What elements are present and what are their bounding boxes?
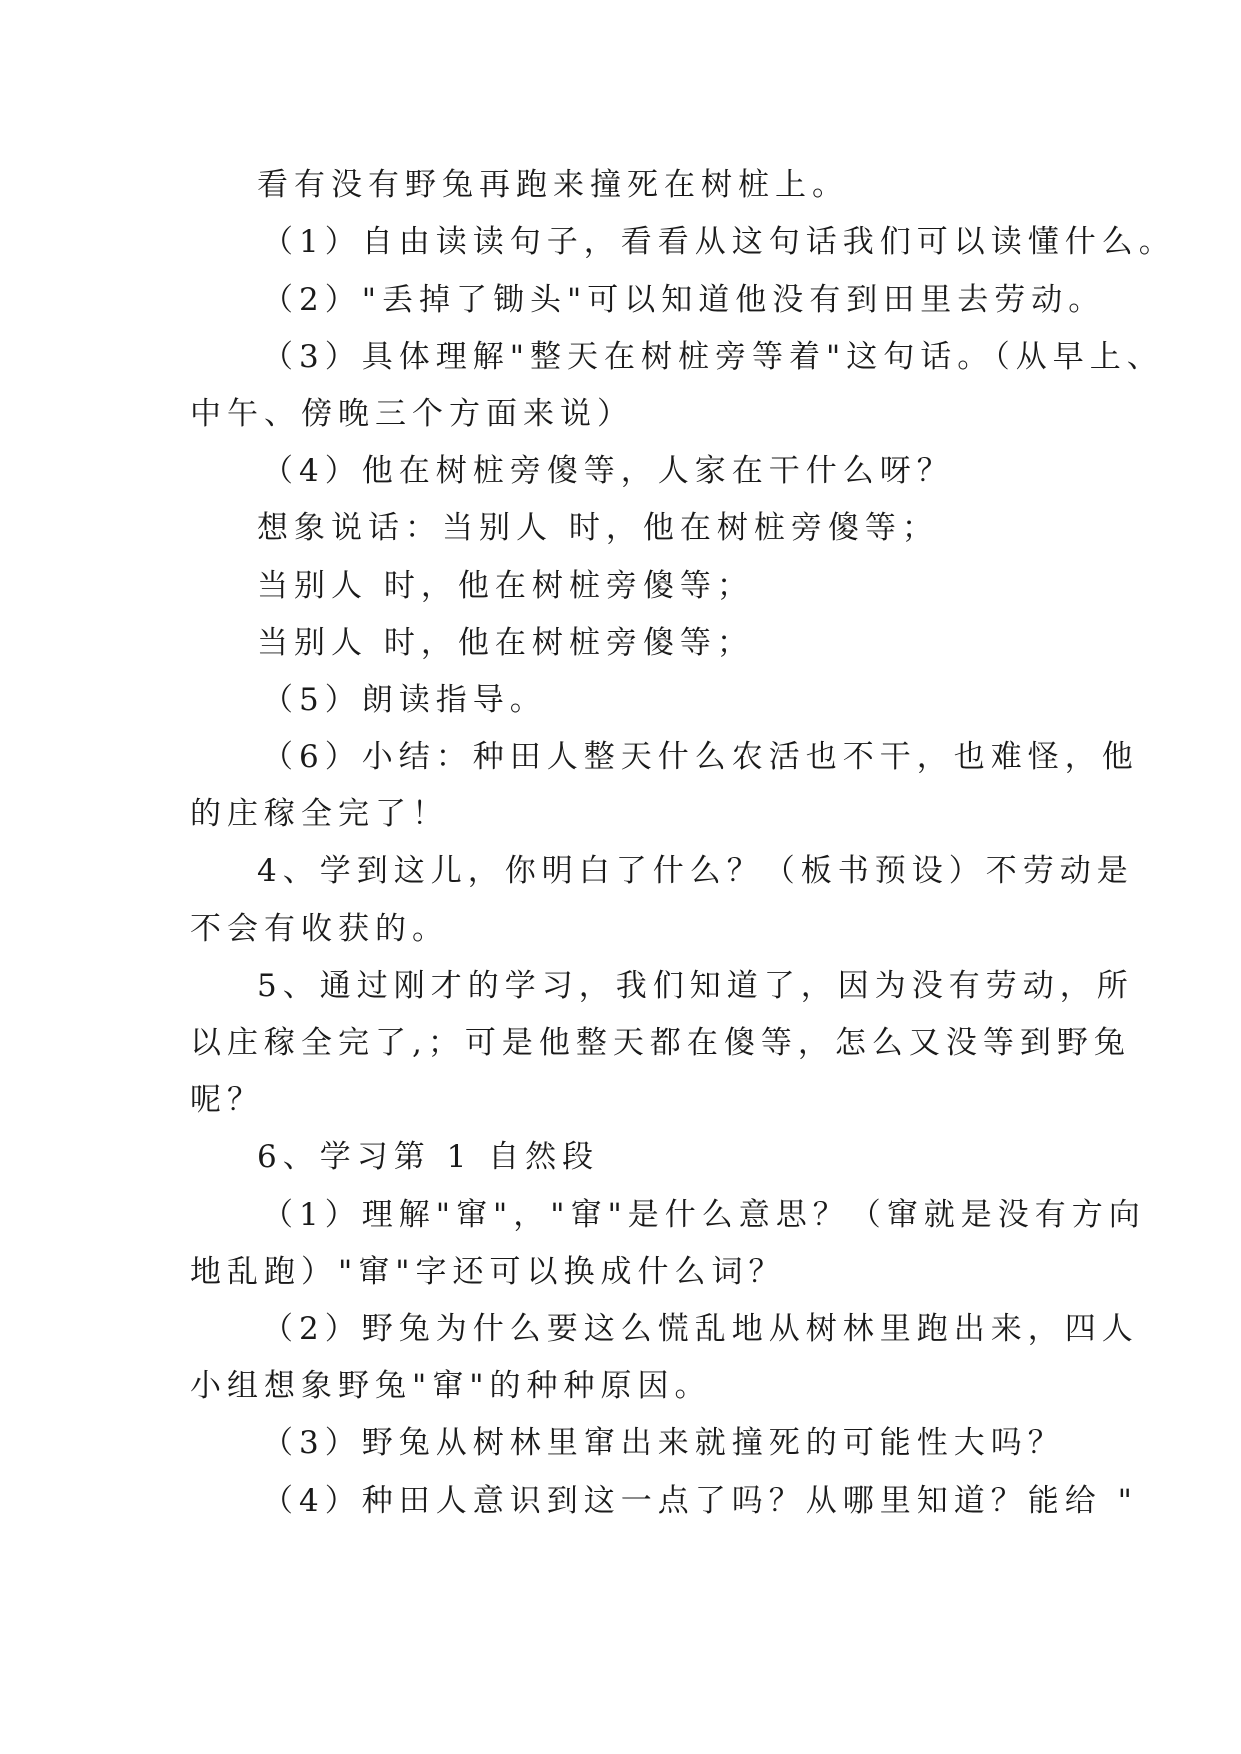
text-line: 想象说话：当别人 时，他在树桩旁傻等； xyxy=(257,510,939,546)
text-line: （1）理解"窜"，"窜"是什么意思？（窜就是没有方向 xyxy=(262,1197,1146,1233)
text-line: （3）野兔从树林里窜出来就撞死的可能性大吗？ xyxy=(262,1425,1065,1461)
text-line: （6）小结：种田人整天什么农活也不干，也难怪，他 xyxy=(262,739,1139,775)
text-line: 地乱跑）"窜"字还可以换成什么词？ xyxy=(190,1254,786,1290)
text-line: （2）野兔为什么要这么慌乱地从树林里跑出来，四人 xyxy=(262,1311,1139,1347)
text-line: 4、学到这儿，你明白了什么？（板书预设）不劳动是 xyxy=(257,853,1134,889)
text-line: 当别人 时，他在树桩旁傻等； xyxy=(257,568,754,604)
text-line: （3）具体理解"整天在树桩旁等着"这句话。（从早上、 xyxy=(262,339,1164,375)
text-line: 呢？ xyxy=(190,1082,264,1118)
text-line: 中午、傍晚三个方面来说） xyxy=(190,396,634,432)
text-line: （2）"丢掉了锄头"可以知道他没有到田里去劳动。 xyxy=(262,282,1106,318)
text-line: （1）自由读读句子，看看从这句话我们可以读懂什么。 xyxy=(262,224,1176,260)
text-line: （5）朗读指导。 xyxy=(262,682,547,718)
text-line: 以庄稼全完了,；可是他整天都在傻等，怎么又没等到野兔 xyxy=(190,1025,1131,1061)
text-line: （4）他在树桩旁傻等，人家在干什么呀？ xyxy=(262,453,954,489)
text-line: 不会有收获的。 xyxy=(190,911,449,947)
text-line: 看有没有野兔再跑来撞死在树桩上。 xyxy=(257,167,849,203)
text-line: 的庄稼全完了！ xyxy=(190,796,449,832)
text-line: （4）种田人意识到这一点了吗？从哪里知道？能给 " xyxy=(262,1483,1138,1519)
text-line: 小组想象野兔"窜"的种种原因。 xyxy=(190,1368,712,1404)
text-line: 当别人 时，他在树桩旁傻等； xyxy=(257,625,754,661)
text-line: 5、通过刚才的学习，我们知道了，因为没有劳动，所 xyxy=(257,968,1134,1004)
text-line: 6、学习第 1 自然段 xyxy=(257,1139,600,1175)
